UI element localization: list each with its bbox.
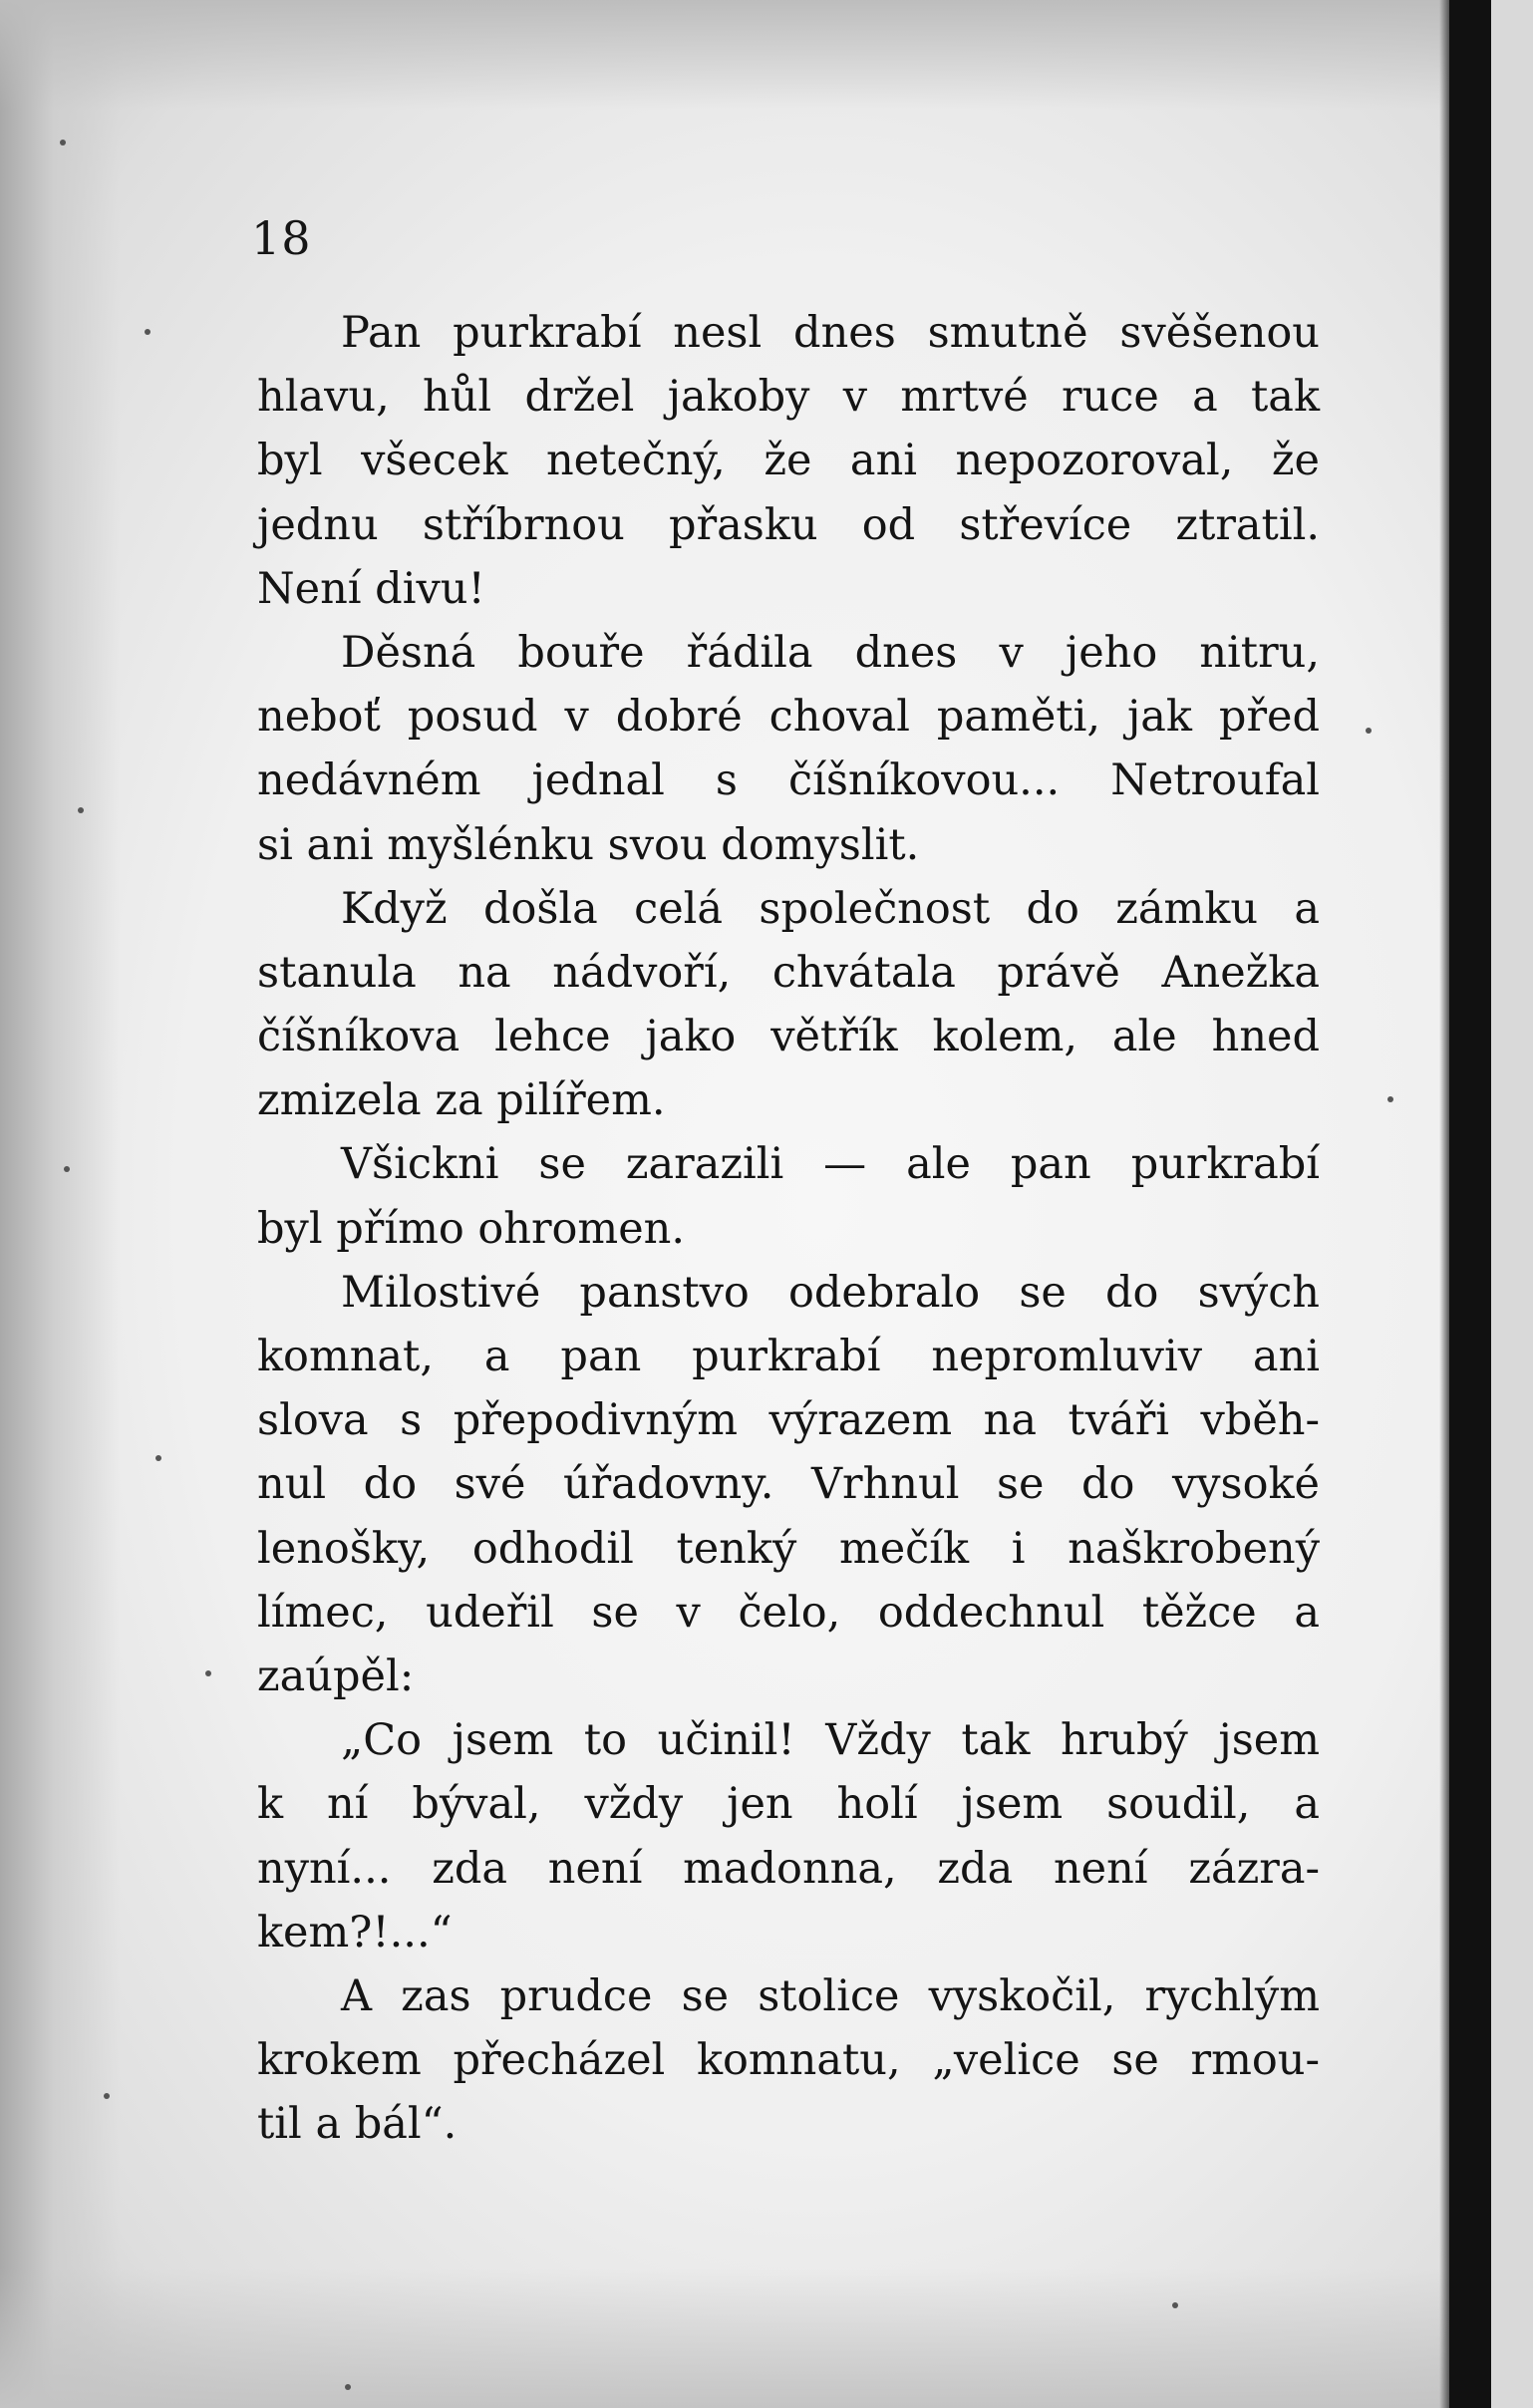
- text-line: Není divu!: [257, 563, 485, 614]
- paper-speck: [155, 1455, 161, 1461]
- text-line: til a bál“.: [257, 2099, 458, 2150]
- text-line: nul do své úřadovny. Vrhnul se do vysoké: [257, 1459, 1320, 1510]
- text-line: Děsná bouře řádila dnes v jeho nitru,: [341, 627, 1320, 678]
- text-line: hlavu, hůl držel jakoby v mrtvé ruce a tak: [257, 372, 1320, 423]
- text-line: nedávném jednal s číšníkovou... Netroufal: [257, 755, 1320, 806]
- gutter-shadow: [0, 0, 120, 2408]
- paper-speck: [64, 1166, 70, 1172]
- text-line: krokem přecházel komnatu, „velice se rmou-: [257, 2035, 1320, 2086]
- page-number: 18: [251, 211, 312, 265]
- text-line: Když došla celá společnost do zámku a: [341, 883, 1320, 934]
- spine-shadow: [1439, 0, 1449, 2408]
- paper-speck: [205, 1670, 211, 1676]
- paper-speck: [345, 2384, 351, 2390]
- bottom-edge-shadow: [0, 2268, 1491, 2408]
- text-line: zaúpěl:: [257, 1651, 415, 1701]
- text-line: „Co jsem to učinil! Vždy tak hrubý jsem: [341, 1715, 1320, 1766]
- text-line: kem?!...“: [257, 1907, 453, 1957]
- paper-speck: [78, 807, 84, 813]
- text-line: A zas prudce se stolice vyskočil, rychlým: [341, 1970, 1320, 2021]
- paper-speck: [1172, 2302, 1178, 2308]
- text-line: neboť posud v dobré choval paměti, jak před: [257, 692, 1320, 743]
- text-line: zmizela za pilířem.: [257, 1075, 666, 1126]
- paper-speck: [1366, 728, 1372, 734]
- top-edge-shadow: [0, 0, 1491, 110]
- text-line: byl všecek netečný, že ani nepozoroval, že: [257, 436, 1320, 486]
- text-line: lenošky, odhodil tenký mečík i naškrobený: [257, 1523, 1320, 1574]
- text-line: komnat, a pan purkrabí nepromluviv ani: [257, 1332, 1320, 1381]
- text-line: byl přímo ohromen.: [257, 1203, 686, 1254]
- text-line: k ní býval, vždy jen holí jsem soudil, a: [257, 1779, 1320, 1830]
- text-line: Všickni se zarazili — ale pan purkrabí: [341, 1139, 1320, 1190]
- text-line: nyní... zda není madonna, zda není zázra-: [257, 1843, 1320, 1894]
- text-line: číšníkova lehce jako větřík kolem, ale hned: [257, 1012, 1320, 1062]
- paper-speck: [104, 2093, 110, 2099]
- text-line: stanula na nádvoří, chvátala právě Anežka: [257, 947, 1320, 998]
- text-line: slova s přepodivným výrazem na tváři vběh-: [257, 1395, 1320, 1446]
- body-text: [257, 301, 1320, 2156]
- text-line: jednu stříbrnou přasku od střevíce ztratil.: [257, 499, 1320, 550]
- text-line: límec, udeřil se v čelo, oddechnul těžce a: [257, 1587, 1320, 1638]
- paper-speck: [1387, 1096, 1393, 1102]
- text-line: Pan purkrabí nesl dnes smutně svěšenou: [341, 308, 1320, 358]
- paper-speck: [60, 140, 66, 146]
- text-line: si ani myšlénku svou domyslit.: [257, 819, 920, 870]
- book-spine-edge: [1449, 0, 1491, 2408]
- text-line: Milostivé panstvo odebralo se do svých: [341, 1267, 1320, 1318]
- paper-speck: [145, 329, 151, 335]
